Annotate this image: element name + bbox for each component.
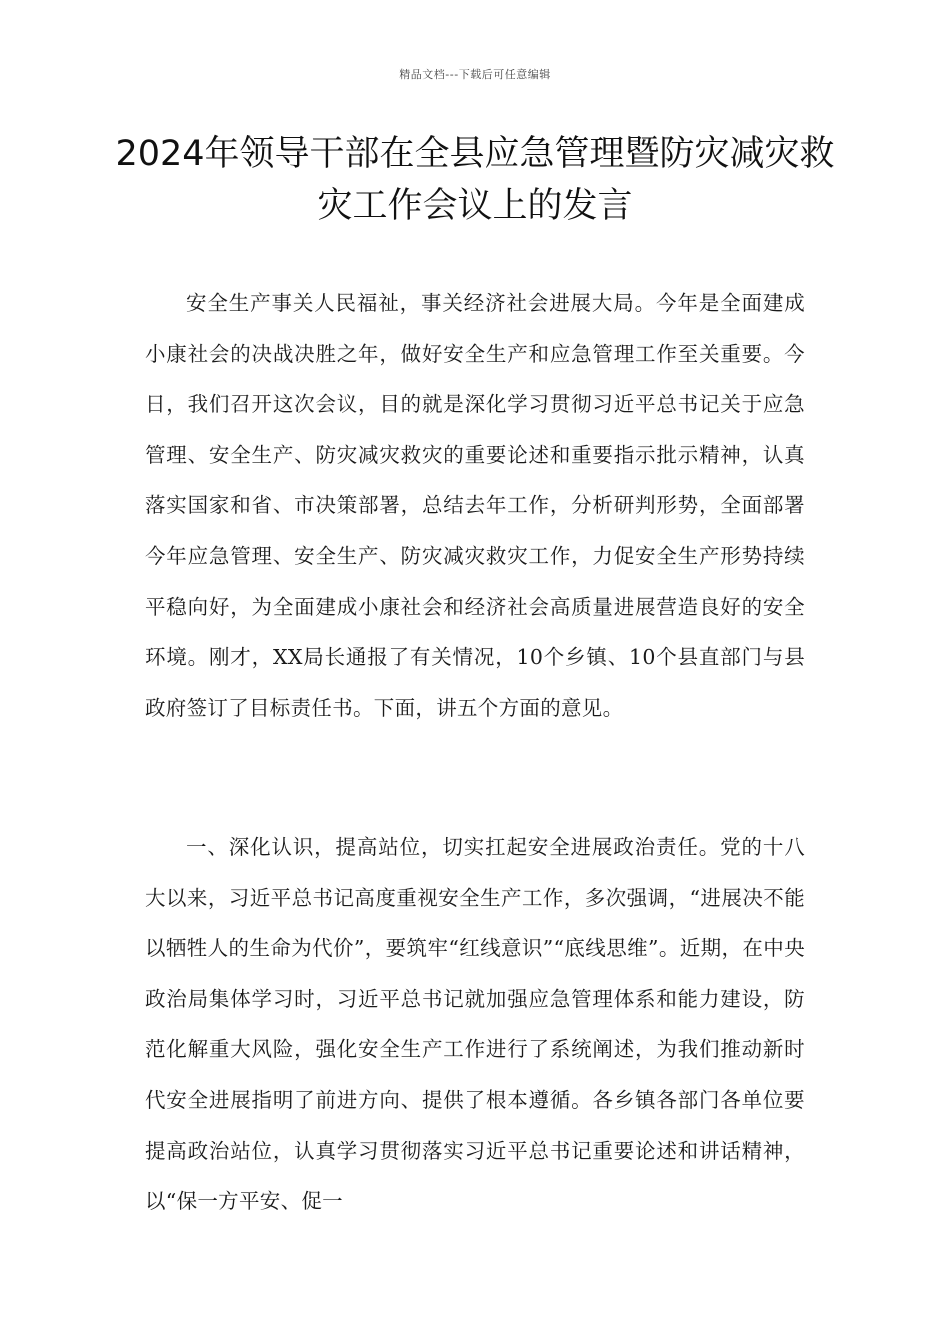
body-paragraph: 安全生产事关人民福祉，事关经济社会进展大局。今年是全面建成小康社会的决战决胜之年，做好安全生产和应急管理工作至关重要。今日，我们召开这次会议，目的就是深化学习贯彻习近平总书记关于应急管理、安全生产、防灾减灾救灾的重要论述和重要指示批示精神，认真落实国家和省、市决策部署，总结去年工作，分析研判形势，全面部署今年应急管理、安全生产、防灾减灾救灾工作，力促安全生产形势持续平稳向好，为全面建成小康社会和经济社会高质量进展营造良好的安全环境。刚才，XX局长通报了有关情况，10个乡镇、10个县直部门与县政府签订了目标责任书。下面，讲五个方面的意见。	[145, 291, 805, 720]
header-note: 精品文档---下载后可任意编辑	[399, 68, 551, 81]
body-paragraph: 一、深化认识，提高站位，切实扛起安全进展政治责任。党的十八大以来，习近平总书记高度重视安全生产工作，多次强调，“进展决不能以牺牲人的生命为代价”，要筑牢“红线意识”“底线思维”。近期，在中央政治局集体学习时，习近平总书记就加强应急管理体系和能力建设，防范化解重大风险，强化安全生产工作进行了系统阐述，为我们推动新时代安全进展指明了前进方向、提供了根本遵循。各乡镇各部门各单位要提高政治站位，认真学习贯彻落实习近平总书记重要论述和讲话精神，以“保一方平安、促一	[145, 835, 805, 1214]
page-title: 2024年领导干部在全县应急管理暨防灾减灾救灾工作会议上的发言	[115, 134, 835, 226]
